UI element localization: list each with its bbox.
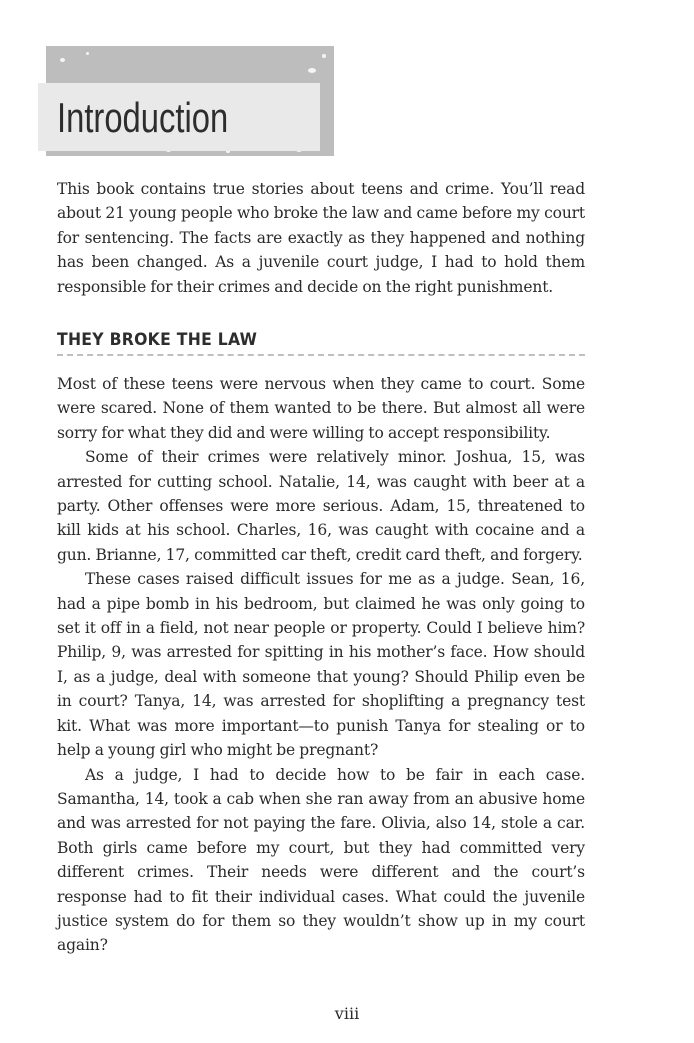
section-paragraph: These cases raised difficult issues for me as a judge. Sean, 16, had a pipe bomb in his bedroom, but claimed he was only going to set it off in a field, not near people or property. Could I believe him? Philip, 9, was arrested for spitting in his mother’s face. How should I, as a judge, deal with someone that young? Should Philip even be in court? Tanya, 14, was arrested for shoplifting a pregnancy test kit. What was more important—to punish Tanya for stealing or to help a young girl who might be pregnant? — [57, 570, 585, 760]
section-body — [57, 372, 585, 958]
intro-paragraph: This book contains true stories about teens and crime. You’ll read about 21 young people who broke the law and came before my court for sentencing. The facts are exactly as they happened and nothing has been changed. As a juvenile court judge, I had to hold them responsible for their crimes and decide on the right punishment. — [57, 180, 585, 296]
chapter-title: Introduction — [57, 94, 229, 141]
page-number: viii — [334, 1004, 360, 1023]
section-divider — [57, 354, 585, 356]
section-paragraph: As a judge, I had to decide how to be fair in each case. Samantha, 14, took a cab when she ran away from an abusive home and was arrested for not paying the fare. Olivia, also 14, stole a car. Both girls came before my court, but they had committed very different crimes. Their needs were different and the court’s response had to fit their individual cases. What could the juvenile justice system do for them so they wouldn’t show up in my court again? — [57, 765, 585, 955]
texture-speck — [86, 52, 89, 55]
section-paragraph: Most of these teens were nervous when they came to court. Some were scared. None of them wanted to be there. But almost all were sorry for what they did and were willing to accept responsibility. — [57, 375, 585, 442]
texture-speck — [60, 58, 65, 62]
section-heading: THEY BROKE THE LAW — [57, 330, 258, 350]
texture-speck — [308, 68, 316, 73]
texture-speck — [322, 54, 326, 58]
section-paragraph: Some of their crimes were relatively minor. Joshua, 15, was arrested for cutting school. Natalie, 14, was caught with beer at a party. Other offenses were more serious. Adam, 15, threatened to kill kids at his school. Charles, 16, was caught with cocaine and a gun. Brianne, 17, committed car theft, credit card theft, and forgery. — [57, 448, 585, 564]
